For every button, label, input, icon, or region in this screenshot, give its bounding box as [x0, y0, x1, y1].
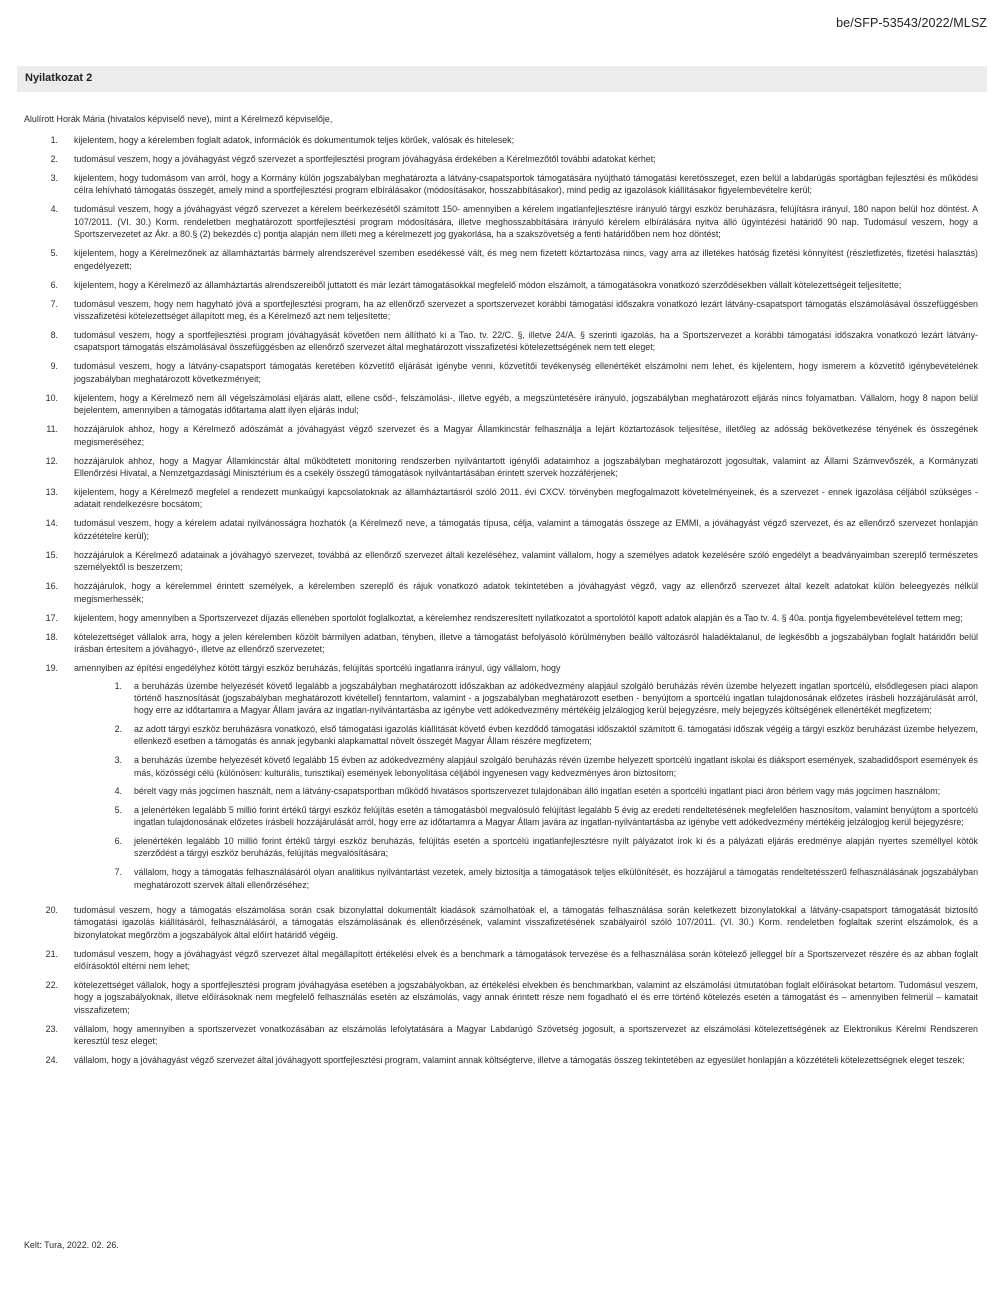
declaration-item-text	[74, 134, 978, 146]
declaration-item	[26, 662, 978, 897]
declaration-item	[26, 455, 978, 480]
declaration-item-number: 24.	[45, 1055, 58, 1066]
declaration-subitem	[74, 785, 978, 797]
declaration-item-text	[74, 549, 978, 574]
declaration-item	[26, 153, 978, 165]
declaration-subitem-number: 7.	[114, 867, 122, 878]
declaration-item-text	[74, 1023, 978, 1048]
declaration-subitem-number: 4.	[114, 786, 122, 797]
declaration-item	[26, 279, 978, 291]
declaration-item-text	[74, 423, 978, 448]
declaration-item	[26, 612, 978, 624]
declaration-item	[26, 423, 978, 448]
declaration-subitem-text: jelenértékén legalább 10 millió forint értékű tárgyi eszköz beruházás, felújítás esetén a sportcélú ingatlanfejlesztésre nyílt pályázatot írok ki és a pályázati eljárás eredménye alapján nyertes személlyel kötök szerződést a tárgyi eszköz beruházás, felújítás megvalósítására;	[134, 836, 978, 859]
declaration-subitem-number: 2.	[114, 724, 122, 735]
declaration-item-number: 8.	[50, 330, 58, 341]
declaration-item	[26, 329, 978, 354]
declaration-item-body: kijelentem, hogy a Kérelmező nem áll végelszámolási eljárás alatt, ellene csőd-, felszámolási-, illetve egyéb, a megszüntetésére irányuló, jogszabályban meghatározott eljárás nincs folyamatban. Vállalom, hogy 8 napon belül bejelentem, amennyiben a támogatás időtartama alatt ilyen eljárás indul;	[74, 392, 978, 416]
declaration-subitem-text: a beruházás üzembe helyezését követő legalább a jogszabályban meghatározott időszakban az adókedvezmény alapjául szolgáló beruházás révén üzembe helyezett ingatlan sportcélú, elsődlegesen piaci alapon történő hasznosítását (jogszabályban meghatározott kivétellel) fenntartom, valamint - a jogszabályban meghatározott esetben - benyújtom a sportcélú ingatlan tulajdonosának előzetes írásbeli hozzájárulását arról, hogy erre az időtartamra a Magyar Állam javára az ingatlan-nyilvántartásba az igénybe vett adókedvezmény mértékéig jelzálogjog kerül bejegyzésre, mely bejegyzés költségének ellenértékét megfizetem;	[134, 680, 978, 716]
declaration-item-body: kijelentem, hogy a kérelemben foglalt adatok, információk és dokumentumok teljes körűek, valósak és hitelesek;	[74, 135, 515, 145]
declaration-item-number: 4.	[50, 204, 58, 215]
declaration-item	[26, 1023, 978, 1048]
declaration-item	[26, 580, 978, 605]
declaration-item	[26, 360, 978, 385]
declaration-item	[26, 517, 978, 542]
declaration-item-number: 9.	[50, 361, 58, 372]
declaration-subitem	[74, 723, 978, 748]
declaration-subitem-text: a jelenértéken legalább 5 millió forint értékű tárgyi eszköz felújítás esetén a támogatásból megvalósuló felújítást legalább 5 évig az eredeti rendeltetésének megfelelően hasznosítom, valamint benyújtom a sportcélú ingatlan tulajdonosának előzetes írásbeli hozzájárulását arról, hogy erre az időtartamra a Magyar Állam javára az ingatlan-nyilvántartásba az igénybe vett adókedvezmény mértékéig jelzálogjog kerül bejegyzésre;	[134, 804, 978, 828]
declaration-item-text	[74, 631, 978, 656]
declaration-item-body: hozzájárulok a Kérelmező adatainak a jóváhagyó szervezet, továbbá az ellenőrző szervezet általi kezeléséhez, valamint vállalom, hogy a személyes adatok kezelésére szóló engedélyt a beadványaimban szereplő természetes személyektől is beszerzem;	[74, 549, 978, 573]
declaration-item-text	[74, 247, 978, 272]
declaration-item-body: tudomásul veszem, hogy a látvány-csapatsport támogatás keretében közvetítő eljárását igénybe venni, közvetítői tevékenység ellenértékét elszámolni nem lehet, és kijelentem, hogy ismerem a közvetítő igénybevételének jogszabályban meghatározott következményeit;	[74, 361, 978, 384]
declaration-item-text	[74, 1054, 978, 1066]
declaration-subitem-number: 6.	[114, 836, 122, 847]
declaration-item	[26, 172, 978, 197]
declaration-item	[26, 979, 978, 1016]
document-reference-number: be/SFP-53543/2022/MLSZ	[836, 16, 987, 30]
declaration-item-number: 21.	[45, 948, 58, 959]
declaration-item-number: 15.	[45, 549, 58, 560]
declaration-item-body: hozzájárulok, hogy a kérelemmel érintett személyek, a kérelemben szereplő és rájuk vonatkozó adatok tekintetében a jóváhagyást végző, vagy az ellenőrző szervezet által kezelt adatokat külön beleegyezés nélkül megismerhessék;	[74, 581, 978, 604]
declaration-item-body: tudomásul veszem, hogy a támogatás elszámolása során csak bizonylattal dokumentált kiadások számolhatóak el, a támogatás felhasználása során keletkezett bizonylatokkal a látvány-csapatsport támogatását biztosító támogatási igazolás kiállításáról, felhasználásáról, a támogatás elszámolásának és ellenőrzésének, valamint visszafizetésének szabályairól szóló 107/2011. (VI. 30.) Korm. rendeletben foglaltak szerint elszámolok, és a bizonylatokat megőrzöm a jogszabályok által előírt határidő végéig.	[74, 904, 978, 940]
declaration-item-text	[74, 203, 978, 240]
declaration-item-text	[74, 662, 978, 897]
declaration-item-body: hozzájárulok ahhoz, hogy a Magyar Államkincstár által működtetett monitoring rendszerben nyilvántartott igénylői adataimhoz a jogszabályban meghatározott jogosultak, valamint az Állami Számvevőszék, a Kormányzati Ellenőrzési Hivatal, a Nemzetgazdasági Minisztérium és a csekély összegű támogatások nyilvántartásában érintett szervek hozzáférjenek;	[74, 455, 978, 479]
declaration-subitem-text: bérelt vagy más jogcímen használt, nem a látvány-csapatsportban működő hivatásos sportszervezet tulajdonában álló ingatlan esetén a sportcélú ingatlant piaci áron bérlem vagy más jogcímen használom;	[134, 786, 941, 797]
declaration-item-number: 1.	[50, 135, 58, 145]
declaration-subitem-text: az adott tárgyi eszköz beruházásra vonatkozó, első támogatási igazolás kiállítását követő évben kezdődő támogatási időszaktól számított 6. támogatási időszak végéig a tárgyi eszköz beruházást üzembe helyezem, ellenkező esetben a támogatás és annak jegybanki alapkamattal növelt összegét Magyar Állam részére megfizetem;	[134, 724, 978, 747]
declaration-item-text	[74, 360, 978, 385]
declaration-item	[26, 203, 978, 240]
declaration-item	[26, 392, 978, 417]
declaration-item-text	[74, 612, 978, 624]
declaration-item-number: 23.	[45, 1023, 58, 1034]
declaration-item-text	[74, 580, 978, 605]
declaration-item-body: tudomásul veszem, hogy a jóváhagyást végző szervezet a kérelem beérkezésétől számított 150- amennyiben a kérelem ingatlanfejlesztésre irányuló tárgyi eszköz beruházásra, felújításra irányul, 180 napon belül hoz döntést. A 107/2011. (VI. 30.) Korm. rendeletben meghatározott sportfejlesztési program módosítására, illetve meghosszabbítására irányuló kérelem elbírálására nyitva álló ügyintézési határidő 90 nap. Tudomásul veszem, hogy a Sportszervezetet az Ákr. a 80.§ (2) bekezdés c) pontja alapján nem illeti meg a kérelmezett jog gyakorlása, ha a szakszövetség a fenti határidőben nem hoz döntést;	[74, 204, 978, 240]
declaration-item	[26, 1054, 978, 1066]
declaration-item-body: tudomásul veszem, hogy a kérelem adatai nyilvánosságra hozhatók (a Kérelmező neve, a támogatás típusa, célja, valamint a támogatás összege az EMMI, a jóváhagyást végző szervezet, és az ellenőrző szervezet honlapján közzétételre kerül);	[74, 518, 978, 541]
declaration-item-text	[74, 979, 978, 1016]
declaration-item-body: amennyiben az építési engedélyhez kötött tárgyi eszköz beruházás, felújítás sportcélú ingatlanra irányul, úgy vállalom, hogy	[74, 663, 561, 674]
declaration-item-number: 18.	[45, 631, 58, 642]
declaration-item-text	[74, 948, 978, 973]
section-title-bar	[17, 66, 987, 92]
declaration-item-number: 16.	[45, 581, 58, 592]
declaration-item-body: vállalom, hogy a jóváhagyást végző szervezet által jóváhagyott sportfejlesztési program, valamint annak költségterve, illetve a támogatás összeg tekintetében az egyesület honlapján a közzétételi kötelezettségnek eleget teszek;	[74, 1055, 965, 1066]
declaration-item-number: 17.	[45, 612, 58, 623]
declaration-item-text	[74, 329, 978, 354]
declaration-item-body: tudomásul veszem, hogy a jóváhagyást végző szervezet által megállapított értékelési elvek és a benchmark a támogatások tervezése és a felhasználása során kötelező jelleggel bír a Sportszervezet részére és az abban foglalt előírásoktól eltérni nem lehet;	[74, 948, 978, 972]
declaration-item-number: 11.	[46, 424, 58, 435]
declaration-item	[26, 247, 978, 272]
declaration-item-text	[74, 392, 978, 417]
declaration-item-number: 14.	[45, 518, 58, 529]
declaration-item	[26, 134, 978, 146]
declaration-subitem-text: a beruházás üzembe helyezését követő legalább 15 évben az adókedvezmény alapjául szolgáló beruházás révén üzembe helyezett sportcélú ingatlant iskolai és diáksport események, szabadidősport események és más, közösségi célú (különösen: kulturális, turisztikai) események lebonyolítása céljából ingyenesen vagy kedvezményes áron biztosítom;	[134, 755, 978, 778]
declaration-item	[26, 948, 978, 973]
declaration-item-number: 5.	[50, 248, 58, 259]
declaration-item	[26, 549, 978, 574]
section-title: Nyilatkozat 2	[25, 72, 93, 84]
declaration-item-number: 22.	[45, 980, 58, 991]
declaration-subitem	[74, 804, 978, 829]
declaration-item	[26, 298, 978, 323]
declaration-item	[26, 904, 978, 941]
declaration-list	[26, 134, 978, 1073]
declaration-item-body: tudomásul veszem, hogy nem hagyható jóvá a sportfejlesztési program, ha az ellenőrző szervezet a sportszervezet korábbi támogatási időszakra vonatkozó lezárt látvány-csapatsport támogatás elszámolásával összefüggésben visszafizetési kötelezettséget állapított meg, és a Kérelmező azt nem teljesítette;	[74, 298, 978, 322]
declaration-subitem-number: 3.	[114, 755, 122, 766]
declaration-item-text	[74, 153, 978, 165]
declaration-subitem-text: vállalom, hogy a támogatás felhasználásáról olyan analitikus nyilvántartást vezetek, amely biztosítja a támogatások teljes elkülönítését, és hozzájárul a támogatás rendeltetésszerű felhasználásának jogszabályban meghatározott szervek általi ellenőrzéséhez;	[134, 867, 978, 890]
declaration-item-number: 13.	[45, 487, 58, 498]
declaration-item	[26, 631, 978, 656]
declaration-item-text	[74, 455, 978, 480]
declaration-item-number: 7.	[50, 298, 58, 309]
declaration-subitem	[74, 835, 978, 860]
declaration-subitem	[74, 680, 978, 717]
declaration-item-body: tudomásul veszem, hogy a jóváhagyást végző szervezet a sportfejlesztési program jóváhagyása érdekében a Kérelmezőtől további adatokat kérhet;	[74, 154, 656, 164]
declaration-item-body: kötelezettséget vállalok, hogy a sportfejlesztési program jóváhagyása esetében a jogszabályokban, az értékelési elvekben és benchmarkban, valamint az elszámolási útmutatóban foglalt előírásokat betartom. Tudomásul veszem, hogy a jogszabályoknak, illetve előírásoknak nem megfelelő felhasználás esetén az elszámolás, vagy annak érintett része nem fogadható el és erre történő kötelezés esetén a támogatást és – amennyiben felmerül – kamatait visszafizetem;	[74, 980, 978, 1015]
declaration-item-body: kijelentem, hogy a Kérelmező megfelel a rendezett munkaügyi kapcsolatoknak az államháztartásról szóló 2011. évi CXCV. törvényben megfogalmazott követelményeinek, és a szervezet - ennek igazolása céljából szükséges - adatait rendelkezésre bocsátom;	[74, 487, 978, 510]
intro-statement: Alulírott Horák Mária (hivatalos képviselő neve), mint a Kérelmező képviselője,	[24, 114, 333, 124]
declaration-item-number: 19.	[45, 663, 58, 674]
declaration-item-text	[74, 517, 978, 542]
declaration-sublist	[74, 680, 978, 891]
declaration-item-text	[74, 279, 978, 291]
declaration-item-body: kötelezettséget vállalok arra, hogy a jelen kérelemben közölt bármilyen adatban, tényben, illetve a támogatást befolyásoló körülményben beálló változásról haladéktalanul, de legkésőbb a jogszabályban foglalt határidőn belül írásban értesítem a jóváhagyó-, illetve az ellenőrző szervezetet;	[74, 631, 978, 655]
declaration-item-number: 2.	[50, 154, 58, 164]
declaration-item-body: kijelentem, hogy a Kérelmező az államháztartás alrendszereiből juttatott és már lezárt támogatásokkal megfelelő módon elszámolt, a támogatásokra vonatkozó szerződésekben vállalt kötelezettségeit teljesítette;	[74, 279, 902, 290]
declaration-item	[26, 486, 978, 511]
declaration-item-body: kijelentem, hogy amennyiben a Sportszervezet díjazás ellenében sportolót foglalkoztat, a kérelemhez rendszeresített nyilatkozatot a sportolótól kapott adatok alapján és a Tao tv. 4. § 40a. pontja figyelembevételével tettem meg;	[74, 612, 963, 623]
declaration-item-number: 20.	[45, 904, 58, 915]
declaration-subitem	[74, 754, 978, 779]
declaration-item-number: 10.	[45, 392, 58, 403]
declaration-item-number: 12.	[45, 455, 58, 466]
place-and-date: Kelt: Tura, 2022. 02. 26.	[24, 1240, 119, 1250]
declaration-item-body: tudomásul veszem, hogy a sportfejlesztési program jóváhagyását követően nem állítható ki a Tao. tv. 22/C. §, illetve 24/A. § szerinti igazolás, ha a Sportszervezet a korábbi támogatási időszakra vonatkozó lezárt látvány-csapatsport támogatás elszámolásával összefüggésben az ellenőrző szervezet által meghatározott visszafizetési kötelezettségének nem tett eleget;	[74, 330, 978, 353]
declaration-item-body: vállalom, hogy amennyiben a sportszervezet vonatkozásában az elszámolás lefolytatására a Magyar Labdarúgó Szövetség jogosult, a sportszervezet az elszámolási kötelezettségének az Elektronikus Kérelmi Rendszeren keresztül tesz eleget;	[74, 1023, 978, 1047]
declaration-subitem	[74, 866, 978, 891]
declaration-item-text	[74, 172, 978, 197]
declaration-item-number: 3.	[50, 173, 58, 183]
declaration-item-number: 6.	[50, 279, 58, 290]
declaration-item-body: hozzájárulok ahhoz, hogy a Kérelmező adószámát a jóváhagyást végző szervezet és a Magyar Államkincstár felhasználja a lejárt köztartozások teljesítése, illetőleg az adósság bekövetkezése tényének és összegének megismeréséhez;	[74, 424, 978, 447]
declaration-item-text	[74, 486, 978, 511]
declaration-item-text	[74, 298, 978, 323]
declaration-item-text	[74, 904, 978, 941]
declaration-item-body: kijelentem, hogy a Kérelmezőnek az államháztartás bármely alrendszerével szemben esedékessé vált, és meg nem fizetett köztartozása nincs, vagy arra az illetékes hatóság fizetési könnyítést (részletfizetés, fizetési halasztás) engedélyezett;	[74, 248, 978, 271]
declaration-subitem-number: 1.	[114, 680, 122, 691]
declaration-subitem-number: 5.	[114, 804, 122, 815]
declaration-item-body: kijelentem, hogy tudomásom van arról, hogy a Kormány külön jogszabályban meghatározta a látvány-csapatsportok támogatására nyújtható támogatási keretösszeget, ezen belül a labdarúgás sportágban fejlesztési és működési célra lehívható támogatás összegét, amely mind a sportfejlesztési program elbírálásakor (módosításakor, hosszabbításakor), mind pedig az igazolások kiállításakor figyelembevételre kerül;	[74, 173, 978, 196]
